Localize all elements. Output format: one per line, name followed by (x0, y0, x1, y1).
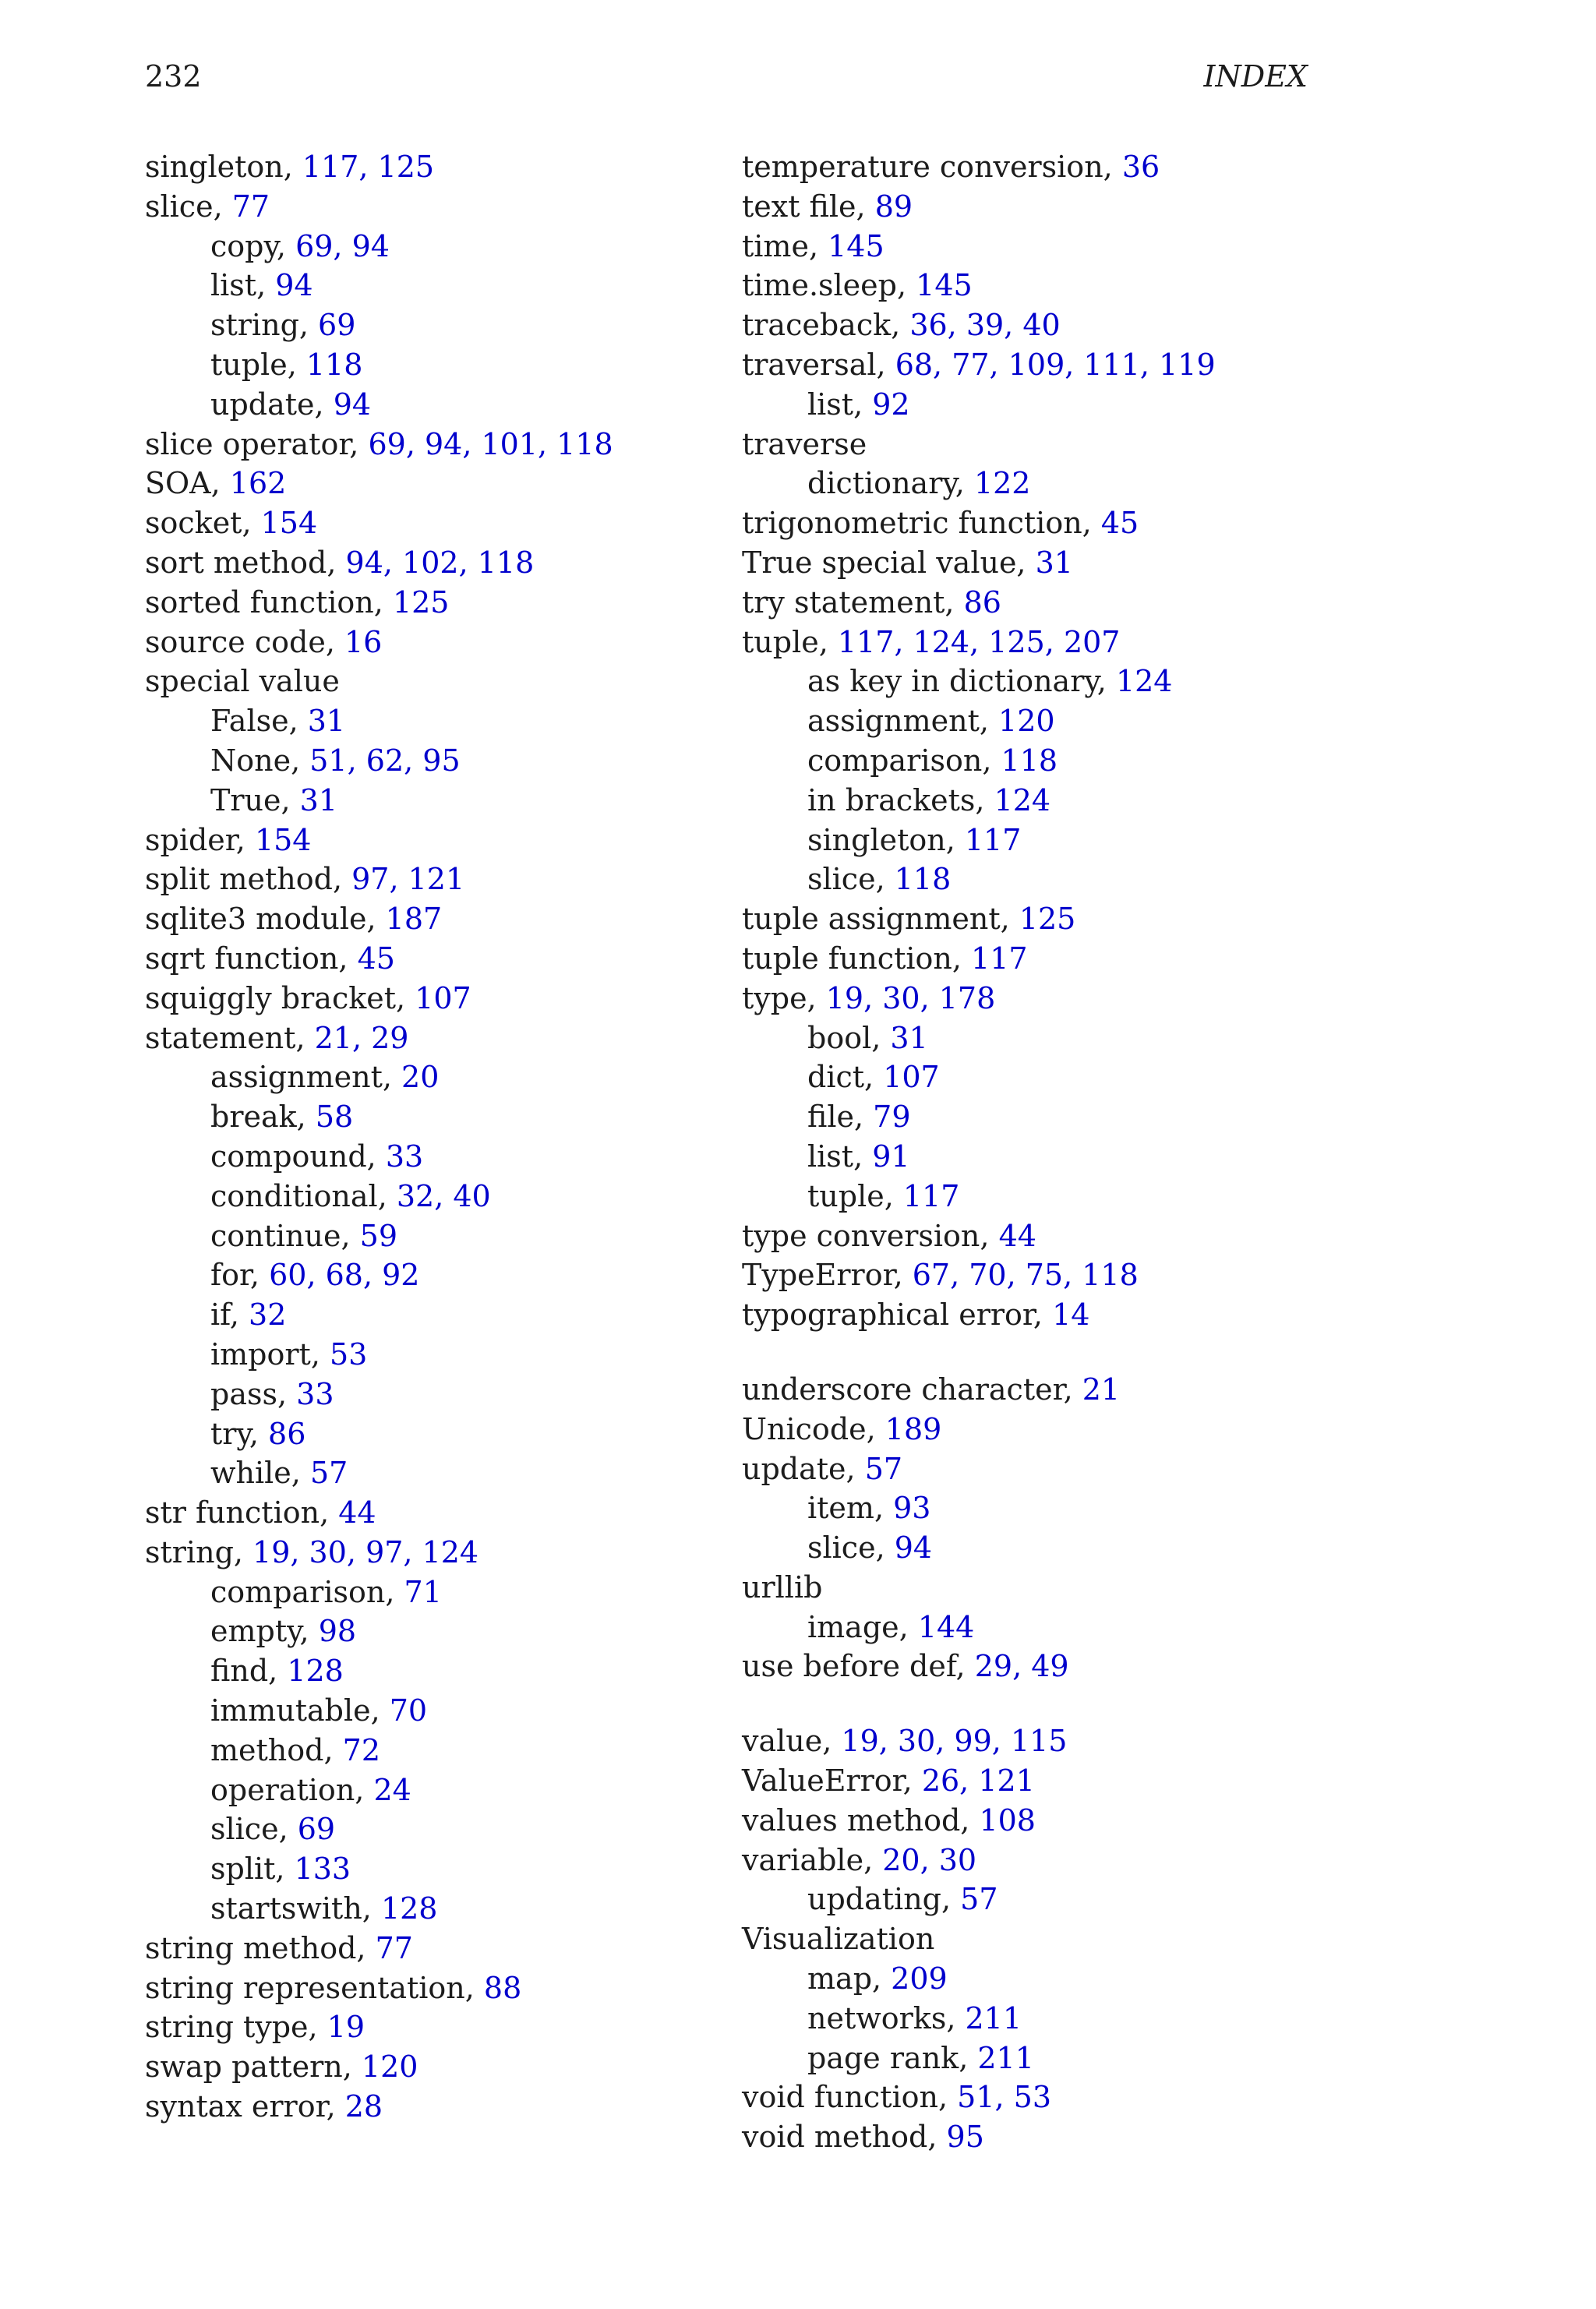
index-subentry (742, 741, 1319, 781)
index-subentry (145, 1651, 722, 1691)
page-references[interactable]: 92 (872, 387, 910, 422)
page-references[interactable]: 117 (971, 941, 1028, 976)
page-references[interactable]: 88 (483, 1970, 522, 2005)
index-subentry (742, 860, 1319, 899)
index-subentry (145, 266, 722, 305)
index-term: SOA, (145, 466, 230, 501)
index-term: str function, (145, 1495, 339, 1531)
page-references[interactable]: 211 (977, 2040, 1034, 2075)
index-entry (145, 503, 722, 543)
index-term: pass, (210, 1376, 297, 1411)
index-subentry (742, 1999, 1319, 2039)
index-term: bool, (807, 1020, 891, 1055)
page-references[interactable]: 69 (297, 1812, 336, 1847)
index-entry (145, 543, 722, 583)
index-term: slice, (807, 1531, 895, 1566)
page-references[interactable]: 69, 94, 101, 118 (368, 426, 613, 461)
index-entry (742, 1370, 1319, 1410)
index-term: string, (145, 1534, 253, 1569)
index-entry (742, 147, 1319, 187)
page-references[interactable]: 211 (965, 2000, 1022, 2035)
index-subentry (145, 305, 722, 345)
index-entry (742, 1295, 1319, 1335)
page-references[interactable]: 70 (389, 1693, 428, 1728)
index-term: tuple assignment, (742, 902, 1019, 937)
page-references[interactable]: 45 (357, 941, 395, 976)
index-term: for, (210, 1258, 270, 1293)
page-references[interactable]: 57 (864, 1451, 903, 1486)
index-term: tuple function, (742, 941, 972, 976)
page-references[interactable]: 95 (946, 2120, 984, 2155)
index-term: startswith, (210, 1891, 381, 1926)
index-column-right (742, 147, 1319, 2157)
index-term: immutable, (210, 1693, 390, 1728)
page-references[interactable]: 21 (1082, 1372, 1121, 1407)
index-subentry (145, 741, 722, 781)
index-subentry (145, 1612, 722, 1651)
page-references[interactable]: 51, 62, 95 (309, 743, 461, 778)
index-subentry (742, 1097, 1319, 1137)
page-references[interactable]: 21, 29 (314, 1020, 409, 1055)
page-references[interactable]: 72 (342, 1732, 380, 1767)
index-subentry (145, 1295, 722, 1335)
index-entry (145, 1533, 722, 1573)
index-entry (742, 1801, 1319, 1841)
index-entry (742, 1568, 1319, 1608)
index-term: empty, (210, 1614, 319, 1649)
page-references[interactable]: 154 (254, 822, 312, 857)
page-references[interactable]: 89 (874, 189, 913, 224)
index-column-left (145, 147, 722, 2127)
index-entry (742, 543, 1319, 583)
index-subentry (742, 821, 1319, 860)
index-term: statement, (145, 1020, 315, 1055)
index-subentry (742, 781, 1319, 821)
index-term: slice operator, (145, 426, 369, 461)
page-references[interactable]: 117 (902, 1178, 960, 1213)
page-references[interactable]: 120 (998, 704, 1055, 739)
index-term: split, (210, 1852, 295, 1887)
index-entry (742, 2078, 1319, 2117)
index-term: dictionary, (807, 466, 974, 501)
page-references[interactable]: 36, 39, 40 (909, 308, 1061, 343)
page-references[interactable]: 68, 77, 109, 111, 119 (895, 347, 1216, 382)
page-references[interactable]: 93 (893, 1491, 931, 1526)
index-entry (742, 1255, 1319, 1295)
index-term: urllib (742, 1569, 823, 1605)
index-term: file, (807, 1100, 874, 1135)
page-references[interactable]: 86 (268, 1416, 306, 1451)
index-subentry (145, 1255, 722, 1295)
page-references[interactable]: 31 (1035, 545, 1073, 580)
index-entry (742, 623, 1319, 662)
index-term: tuple, (807, 1178, 903, 1213)
index-term: slice, (210, 1812, 298, 1847)
index-term: Unicode, (742, 1411, 885, 1446)
index-entry (742, 1410, 1319, 1449)
page-references[interactable]: 117, 124, 125, 207 (837, 624, 1121, 659)
page-references[interactable]: 94 (333, 387, 372, 422)
index-subentry (742, 1137, 1319, 1177)
index-term: if, (210, 1297, 249, 1333)
page-references[interactable]: 118 (1001, 743, 1058, 778)
index-term: string method, (145, 1930, 376, 1965)
index-term: type, (742, 980, 826, 1015)
page-references[interactable]: 19 (327, 2010, 365, 2045)
index-entry (145, 1493, 722, 1533)
running-head: INDEX (1203, 59, 1308, 94)
index-subentry (742, 1488, 1319, 1528)
index-term: operation, (210, 1772, 374, 1807)
page-references[interactable]: 19, 30, 99, 115 (841, 1724, 1068, 1759)
index-term: update, (742, 1451, 865, 1486)
index-term: swap pattern, (145, 2050, 362, 2085)
index-entry (742, 939, 1319, 979)
page-references[interactable]: 26, 121 (921, 1764, 1035, 1799)
page-references[interactable]: 28 (344, 2089, 383, 2124)
page-references[interactable]: 154 (260, 506, 318, 541)
index-subentry (742, 464, 1319, 503)
index-term: underscore character, (742, 1372, 1082, 1407)
page-references[interactable]: 162 (229, 466, 287, 501)
index-term: typographical error, (742, 1297, 1053, 1333)
index-term: break, (210, 1100, 316, 1135)
index-subentry (742, 662, 1319, 701)
page-references[interactable]: 77 (231, 189, 270, 224)
page-references[interactable]: 53 (329, 1336, 368, 1372)
index-entry (742, 1449, 1319, 1489)
page-references[interactable]: 24 (373, 1772, 411, 1807)
index-term: Visualization (742, 1922, 935, 1957)
index-term: void function, (742, 2080, 958, 2115)
index-term: False, (210, 704, 308, 739)
page-references[interactable]: 45 (1100, 506, 1139, 541)
index-entry (145, 187, 722, 227)
index-term: sort method, (145, 545, 346, 580)
index-subentry (145, 1057, 722, 1097)
index-term: singleton, (145, 150, 302, 184)
index-entry (145, 939, 722, 979)
page-references[interactable]: 60, 68, 92 (269, 1258, 420, 1293)
page-references[interactable]: 107 (415, 980, 471, 1015)
index-term: in brackets, (807, 782, 994, 817)
index-term: ValueError, (742, 1764, 922, 1799)
index-entry (742, 2117, 1319, 2157)
index-term: singleton, (807, 822, 965, 857)
index-term: networks, (807, 2000, 966, 2035)
page-references[interactable]: 33 (296, 1376, 334, 1411)
index-term: list, (807, 1139, 873, 1174)
page-references[interactable]: 94 (275, 268, 313, 303)
index-term: traceback, (742, 308, 910, 343)
page-references[interactable]: 124 (1115, 664, 1173, 699)
index-subentry (742, 1528, 1319, 1568)
page-references[interactable]: 51, 53 (957, 2080, 1052, 2115)
index-subentry (145, 1849, 722, 1889)
index-term: while, (210, 1456, 310, 1491)
page-references[interactable]: 107 (883, 1060, 940, 1095)
index-term: time, (742, 228, 828, 263)
index-term: variable, (742, 1842, 883, 1877)
index-subentry (145, 701, 722, 741)
page-references[interactable]: 31 (307, 704, 346, 739)
index-entry (742, 187, 1319, 227)
index-term: special value (145, 664, 340, 699)
index-term: list, (210, 268, 276, 303)
index-entry (742, 503, 1319, 543)
index-subentry (145, 385, 722, 425)
index-term: socket, (145, 506, 261, 541)
index-term: void method, (742, 2120, 947, 2155)
index-entry (145, 2087, 722, 2127)
index-term: compound, (210, 1139, 386, 1174)
index-term: traversal, (742, 347, 895, 382)
index-term: try, (210, 1416, 269, 1451)
index-entry (742, 1841, 1319, 1880)
index-term: trigonometric function, (742, 506, 1101, 541)
index-entry (742, 305, 1319, 345)
index-subentry (145, 1097, 722, 1137)
index-entry (742, 227, 1319, 267)
page-references[interactable]: 117 (964, 822, 1022, 857)
index-entry (145, 147, 722, 187)
index-term: import, (210, 1336, 330, 1372)
index-term: page rank, (807, 2040, 978, 2075)
index-subentry (145, 227, 722, 267)
page-references[interactable]: 91 (872, 1139, 910, 1174)
page-references[interactable]: 57 (309, 1456, 348, 1491)
page-references[interactable]: 69, 94 (295, 228, 390, 263)
index-term: slice, (807, 862, 895, 897)
page-references[interactable]: 20, 30 (882, 1842, 977, 1877)
index-subentry (145, 1691, 722, 1731)
index-entry (145, 1968, 722, 2008)
index-term: sqlite3 module, (145, 902, 386, 937)
index-entry (145, 821, 722, 860)
index-term: tuple, (742, 624, 838, 659)
page-references[interactable]: 67, 70, 75, 118 (912, 1258, 1139, 1293)
page-references[interactable]: 125 (392, 584, 450, 620)
page-references[interactable]: 36 (1121, 150, 1160, 184)
index-term: split method, (145, 862, 352, 897)
index-entry (742, 266, 1319, 305)
index-term: comparison, (210, 1574, 404, 1609)
index-entry (742, 1919, 1319, 1959)
index-entry (742, 979, 1319, 1019)
page-references[interactable]: 187 (385, 902, 443, 937)
index-term: syntax error, (145, 2089, 345, 2124)
index-term: dict, (807, 1060, 884, 1095)
page-references[interactable]: 125 (1019, 902, 1076, 937)
index-term: value, (742, 1724, 842, 1759)
index-subentry (145, 1414, 722, 1454)
index-term: None, (210, 743, 310, 778)
index-term: list, (807, 387, 873, 422)
index-term: update, (210, 387, 334, 422)
page-references[interactable]: 33 (385, 1139, 424, 1174)
index-term: TypeError, (742, 1258, 913, 1293)
index-entry (742, 345, 1319, 385)
page-references[interactable]: 31 (299, 782, 337, 817)
index-subentry (145, 1335, 722, 1375)
page-references[interactable]: 97, 121 (351, 862, 465, 897)
index-term: find, (210, 1654, 288, 1689)
page-references[interactable]: 144 (917, 1609, 975, 1644)
page-references[interactable]: 69 (318, 308, 356, 343)
page-references[interactable]: 58 (315, 1100, 354, 1135)
index-entry (145, 1019, 722, 1058)
page-references[interactable]: 122 (973, 466, 1031, 501)
page-references[interactable]: 118 (305, 347, 363, 382)
page-references[interactable]: 118 (894, 862, 952, 897)
index-entry (145, 425, 722, 464)
index-term: image, (807, 1609, 918, 1644)
index-term: item, (807, 1491, 894, 1526)
page-references[interactable]: 44 (338, 1495, 376, 1531)
index-term: True, (210, 782, 300, 817)
index-subentry (145, 1375, 722, 1414)
index-term: conditional, (210, 1178, 397, 1213)
index-term: assignment, (210, 1060, 402, 1095)
index-subentry (145, 1137, 722, 1177)
index-entry (742, 1761, 1319, 1801)
index-term: spider, (145, 822, 255, 857)
page-references[interactable]: 94, 102, 118 (345, 545, 535, 580)
page-references[interactable]: 59 (359, 1218, 398, 1253)
index-term: source code, (145, 624, 344, 659)
index-term: method, (210, 1732, 343, 1767)
index-entry (145, 2007, 722, 2047)
index-term: traverse (742, 426, 867, 461)
index-subentry (145, 1889, 722, 1929)
index-subentry (145, 781, 722, 821)
page-references[interactable]: 71 (404, 1574, 442, 1609)
index-entry (742, 1216, 1319, 1256)
index-term: values method, (742, 1802, 980, 1838)
page-references[interactable]: 128 (380, 1891, 438, 1926)
index-subentry (145, 345, 722, 385)
index-subentry (742, 2039, 1319, 2078)
index-term: sqrt function, (145, 941, 358, 976)
index-entry (742, 899, 1319, 939)
index-term: sorted function, (145, 584, 393, 620)
index-subentry (145, 1771, 722, 1810)
page-references[interactable]: 57 (960, 1882, 998, 1917)
page-references[interactable]: 29, 49 (974, 1649, 1069, 1684)
page-references[interactable]: 120 (361, 2050, 418, 2085)
index-subentry (145, 1177, 722, 1216)
page-references[interactable]: 86 (963, 584, 1001, 620)
index-subentry (742, 1608, 1319, 1647)
page-references[interactable]: 31 (890, 1020, 928, 1055)
index-term: assignment, (807, 704, 999, 739)
index-subentry (742, 1880, 1319, 1919)
index-subentry (742, 385, 1319, 425)
page-references[interactable]: 94 (894, 1531, 933, 1566)
index-subentry (145, 1731, 722, 1771)
index-term: copy, (210, 228, 296, 263)
index-term: try statement, (742, 584, 964, 620)
page-references[interactable]: 14 (1052, 1297, 1090, 1333)
page-references[interactable]: 19, 30, 178 (825, 980, 996, 1015)
index-term: string representation, (145, 1970, 484, 2005)
index-term: squiggly bracket, (145, 980, 415, 1015)
index-subentry (742, 1959, 1319, 1999)
index-term: updating, (807, 1882, 961, 1917)
page-references[interactable]: 133 (294, 1852, 351, 1887)
page-references[interactable]: 145 (828, 228, 885, 263)
index-term: temperature conversion, (742, 150, 1122, 184)
page-references[interactable]: 19, 30, 97, 124 (252, 1534, 479, 1569)
index-term: string, (210, 308, 319, 343)
page-references[interactable]: 32 (249, 1297, 287, 1333)
index-term: comparison, (807, 743, 1001, 778)
index-term: use before def, (742, 1649, 975, 1684)
index-term: True special value, (742, 545, 1036, 580)
page-references[interactable]: 189 (885, 1411, 942, 1446)
index-term: as key in dictionary, (807, 664, 1116, 699)
index-subentry (145, 1809, 722, 1849)
index-entry (145, 623, 722, 662)
index-subentry (742, 1057, 1319, 1097)
page-number: 232 (145, 59, 202, 94)
index-entry (145, 979, 722, 1019)
page-references[interactable]: 77 (375, 1930, 413, 1965)
index-term: map, (807, 1961, 892, 1997)
page-references[interactable]: 128 (287, 1654, 344, 1689)
index-entry (742, 583, 1319, 623)
index-entry (145, 1929, 722, 1968)
index-term: string type, (145, 2010, 327, 2045)
index-subentry (145, 1453, 722, 1493)
index-entry (145, 2047, 722, 2087)
index-subentry (145, 1216, 722, 1256)
page-references[interactable]: 209 (891, 1961, 948, 1997)
index-term: tuple, (210, 347, 306, 382)
page-references[interactable]: 16 (344, 624, 383, 659)
index-entry (145, 583, 722, 623)
index-subentry (742, 701, 1319, 741)
index-entry (145, 860, 722, 899)
index-term: text file, (742, 189, 875, 224)
index-term: time.sleep, (742, 268, 916, 303)
index-term: type conversion, (742, 1218, 999, 1253)
index-entry (145, 899, 722, 939)
page-references[interactable]: 124 (994, 782, 1051, 817)
page-references[interactable]: 79 (873, 1100, 911, 1135)
index-term: slice, (145, 189, 232, 224)
page-references[interactable]: 117, 125 (302, 150, 435, 184)
index-subentry (742, 1019, 1319, 1058)
page-references[interactable]: 98 (318, 1614, 357, 1649)
page-references[interactable]: 32, 40 (396, 1178, 491, 1213)
page-references[interactable]: 44 (998, 1218, 1036, 1253)
index-entry (145, 662, 722, 701)
page-references[interactable]: 145 (916, 268, 973, 303)
index-term: continue, (210, 1218, 360, 1253)
page-references[interactable]: 108 (979, 1802, 1036, 1838)
index-entry (742, 1647, 1319, 1686)
page-references[interactable]: 20 (401, 1060, 440, 1095)
index-subentry (145, 1573, 722, 1612)
index-entry (742, 425, 1319, 464)
index-entry (145, 464, 722, 503)
index-entry (742, 1721, 1319, 1761)
index-subentry (742, 1177, 1319, 1216)
